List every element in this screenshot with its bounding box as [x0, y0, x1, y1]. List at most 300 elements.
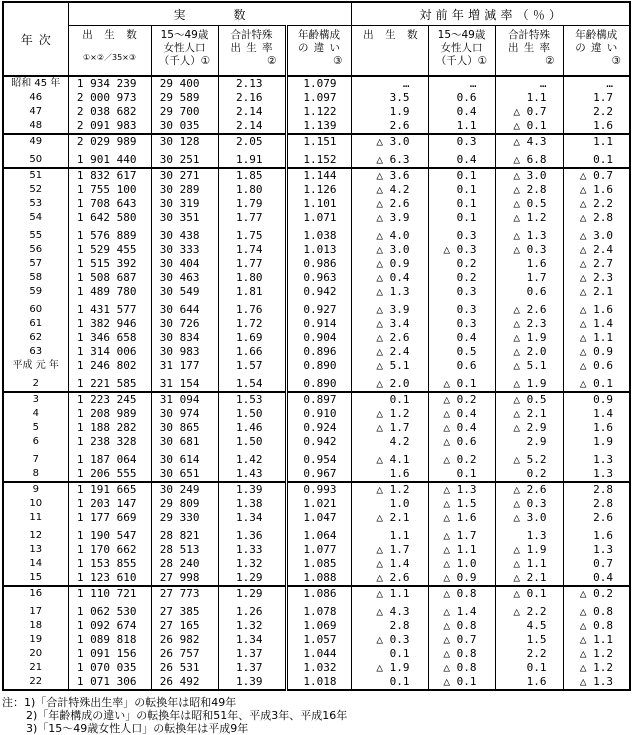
table-row	[3, 317, 630, 331]
value-cell: 0.967	[286, 467, 351, 482]
value-cell: 0.890	[286, 359, 351, 373]
value-cell: 1.76	[218, 303, 286, 317]
value-cell: 1.071	[286, 211, 351, 225]
value-cell: 2.8	[563, 482, 630, 497]
value-cell: 1.032	[286, 661, 351, 675]
value-cell: 1.064	[286, 529, 351, 543]
value-cell: 2.14	[218, 105, 286, 119]
value-cell: △ 2.1	[495, 571, 563, 586]
value-cell: 1.77	[218, 211, 286, 225]
value-cell: △ 1.4	[351, 557, 428, 571]
footnote-1	[2, 696, 639, 709]
value-cell: △ 0.4	[351, 271, 428, 285]
value-cell: 1.39	[218, 675, 286, 690]
value-cell: 2.16	[218, 91, 286, 105]
value-cell: △ 3.6	[351, 168, 428, 183]
value-cell: 30 438	[151, 229, 218, 243]
value-cell: 1.079	[286, 76, 351, 91]
value-cell: △ 2.2	[563, 197, 630, 211]
year-cell: 2	[3, 377, 68, 392]
value-cell: 31 154	[151, 377, 218, 392]
table-row	[3, 153, 630, 168]
value-cell: 0.6	[428, 91, 495, 105]
value-cell: △ 0.1	[495, 586, 563, 601]
value-cell: 2.9	[495, 435, 563, 449]
value-cell: △ 0.8	[428, 619, 495, 633]
year-cell: 50	[3, 153, 68, 168]
value-cell: △ 1.5	[428, 497, 495, 511]
tfr-circled-number: ②	[267, 55, 277, 67]
value-cell: 0.1	[428, 211, 495, 225]
value-cell: △ 0.3	[428, 243, 495, 257]
value-cell: △ 4.3	[495, 134, 563, 149]
value-cell: …	[495, 76, 563, 91]
table-row	[3, 482, 630, 497]
value-cell: 0.2	[428, 271, 495, 285]
value-cell: △ 1.9	[351, 661, 428, 675]
value-cell: 1.018	[286, 675, 351, 690]
age-circled-number: ③	[333, 55, 343, 67]
value-cell: 1.50	[218, 407, 286, 421]
value-cell: 1 123 610	[68, 571, 151, 586]
value-cell: △ 1.2	[495, 211, 563, 225]
value-cell: 1.37	[218, 647, 286, 661]
header-age-composition-change	[563, 26, 630, 77]
footnote-label: 注：	[2, 696, 24, 709]
value-cell: 30 404	[151, 257, 218, 271]
value-cell: △ 0.3	[351, 633, 428, 647]
value-cell: 1.077	[286, 543, 351, 557]
value-cell: 2.8	[563, 497, 630, 511]
header-births-actual	[68, 26, 151, 77]
value-cell: △ 2.6	[495, 482, 563, 497]
value-cell: 1.34	[218, 633, 286, 647]
value-cell: 0.3	[428, 303, 495, 317]
value-cell: 1 934 239	[68, 76, 151, 91]
value-cell: △ 0.6	[563, 359, 630, 373]
value-cell: 31 094	[151, 392, 218, 407]
value-cell: 30 651	[151, 467, 218, 482]
value-cell: 26 757	[151, 647, 218, 661]
value-cell: 0.5	[428, 345, 495, 359]
value-cell: 1 489 780	[68, 285, 151, 299]
table-row	[3, 331, 630, 345]
value-cell: 1.79	[218, 197, 286, 211]
value-cell: 1.32	[218, 619, 286, 633]
value-cell: 2 091 983	[68, 119, 151, 134]
value-cell: 0.4	[428, 153, 495, 168]
value-cell: 1.3	[495, 529, 563, 543]
value-cell: 1 576 889	[68, 229, 151, 243]
year-cell: 57	[3, 257, 68, 271]
value-cell: △ 2.9	[495, 421, 563, 435]
value-cell: △ 2.0	[351, 377, 428, 392]
value-cell: 1 191 665	[68, 482, 151, 497]
value-cell: 0.1	[428, 168, 495, 183]
value-cell: 30 983	[151, 345, 218, 359]
value-cell: 0.986	[286, 257, 351, 271]
pop-label-line3: （千人）①	[158, 55, 211, 67]
value-cell: △ 5.2	[495, 453, 563, 467]
value-cell: △ 1.1	[563, 331, 630, 345]
value-cell: 1.085	[286, 557, 351, 571]
value-cell: △ 3.0	[351, 243, 428, 257]
value-cell: 0.1	[563, 153, 630, 168]
table-row	[3, 511, 630, 525]
value-cell: 27 998	[151, 571, 218, 586]
value-cell: 1.29	[218, 586, 286, 601]
value-cell: 0.4	[428, 105, 495, 119]
value-cell: 1.7	[563, 91, 630, 105]
age-change-line1: 年齢構成	[575, 29, 618, 41]
birth-statistics-table	[2, 1, 631, 691]
value-cell: 1.6	[495, 675, 563, 690]
value-cell: △ 0.7	[563, 168, 630, 183]
year-cell: 13	[3, 543, 68, 557]
table-row	[3, 435, 630, 449]
year-cell: 60	[3, 303, 68, 317]
year-cell: 16	[3, 586, 68, 601]
year-cell: 7	[3, 453, 68, 467]
value-cell: 0.3	[428, 229, 495, 243]
value-cell: 1 071 306	[68, 675, 151, 690]
value-cell: △ 1.3	[351, 285, 428, 299]
table-row	[3, 211, 630, 225]
value-cell: 1.32	[218, 557, 286, 571]
year-cell: 8	[3, 467, 68, 482]
value-cell: △ 0.9	[563, 345, 630, 359]
value-cell: 0.927	[286, 303, 351, 317]
pop-change-line2: 女性人口	[440, 42, 483, 54]
births-change-label: 出生数	[363, 29, 430, 41]
value-cell: 0.3	[428, 285, 495, 299]
value-cell: 0.6	[495, 285, 563, 299]
tfr-label-line1: 合計特殊	[230, 29, 273, 41]
value-cell: 30 289	[151, 183, 218, 197]
value-cell: 1 238 328	[68, 435, 151, 449]
value-cell: 1 221 585	[68, 377, 151, 392]
value-cell: 0.954	[286, 453, 351, 467]
value-cell: 1.152	[286, 153, 351, 168]
value-cell: △ 4.1	[351, 453, 428, 467]
value-cell: △ 0.8	[428, 586, 495, 601]
value-cell: 1.1	[495, 91, 563, 105]
value-cell: △ 3.0	[495, 168, 563, 183]
value-cell: 1.144	[286, 168, 351, 183]
pop-label-line2: 女性人口	[163, 42, 206, 54]
table-row	[3, 543, 630, 557]
value-cell: △ 0.4	[428, 407, 495, 421]
value-cell: △ 6.3	[351, 153, 428, 168]
value-cell: 1 901 440	[68, 153, 151, 168]
value-cell: △ 1.2	[351, 482, 428, 497]
value-cell: 30 271	[151, 168, 218, 183]
value-cell: 0.6	[428, 359, 495, 373]
value-cell: 26 531	[151, 661, 218, 675]
value-cell: 1.38	[218, 497, 286, 511]
value-cell: 1 188 282	[68, 421, 151, 435]
value-cell: △ 4.3	[351, 605, 428, 619]
value-cell: 30 834	[151, 331, 218, 345]
header-births-change	[351, 26, 428, 77]
value-cell: 1.42	[218, 453, 286, 467]
value-cell: △ 1.2	[563, 661, 630, 675]
value-cell: 1 223 245	[68, 392, 151, 407]
value-cell: △ 0.5	[495, 392, 563, 407]
value-cell: 1.088	[286, 571, 351, 586]
value-cell: 0.896	[286, 345, 351, 359]
year-cell: 6	[3, 435, 68, 449]
year-cell: 9	[3, 482, 68, 497]
value-cell: △ 2.4	[563, 243, 630, 257]
value-cell: 2.2	[563, 105, 630, 119]
year-cell: 12	[3, 529, 68, 543]
value-cell: 1.46	[218, 421, 286, 435]
value-cell: △ 0.4	[428, 421, 495, 435]
value-cell: △ 0.8	[563, 605, 630, 619]
pop-label-line1: 15～49歳	[160, 29, 209, 41]
table-row	[3, 586, 630, 601]
value-cell: △ 1.6	[563, 303, 630, 317]
table-row	[3, 119, 630, 134]
value-cell: 1 206 555	[68, 467, 151, 482]
value-cell: △ 2.1	[563, 285, 630, 299]
actual-numbers-group-header: 実数	[68, 2, 351, 26]
value-cell: 1.6	[495, 257, 563, 271]
year-cell: 61	[3, 317, 68, 331]
value-cell: 2 000 973	[68, 91, 151, 105]
value-cell: 2.05	[218, 134, 286, 149]
value-cell: 1.72	[218, 317, 286, 331]
value-cell: 30 549	[151, 285, 218, 299]
value-cell: △ 2.4	[351, 345, 428, 359]
value-cell: 1 314 006	[68, 345, 151, 359]
value-cell: △ 1.4	[428, 605, 495, 619]
table-row	[3, 183, 630, 197]
value-cell: 1.3	[563, 467, 630, 482]
value-cell: 0.942	[286, 285, 351, 299]
value-cell: 1.038	[286, 229, 351, 243]
value-cell: △ 0.7	[495, 105, 563, 119]
year-cell: 63	[3, 345, 68, 359]
value-cell: △ 1.7	[351, 543, 428, 557]
value-cell: 1 346 658	[68, 331, 151, 345]
value-cell: 30 035	[151, 119, 218, 134]
value-cell: 1.013	[286, 243, 351, 257]
value-cell: 1.7	[495, 271, 563, 285]
value-cell: 1.5	[495, 633, 563, 647]
tfr-label-line2: 出生率	[230, 42, 278, 54]
value-cell: 1.69	[218, 331, 286, 345]
value-cell: 1.044	[286, 647, 351, 661]
value-cell: 1.6	[563, 421, 630, 435]
header-female-pop-change	[428, 26, 495, 77]
value-cell: 2.13	[218, 76, 286, 91]
year-cell: 62	[3, 331, 68, 345]
value-cell: 1.9	[351, 105, 428, 119]
footnote-3-text: 3)「15～49歳女性人口」の転換年は平成9年	[26, 722, 249, 735]
births-formula: ①×②／35×③	[82, 53, 137, 62]
value-cell: 0.897	[286, 392, 351, 407]
value-cell: △ 3.0	[563, 229, 630, 243]
value-cell: 30 974	[151, 407, 218, 421]
value-cell: △ 2.8	[563, 211, 630, 225]
value-cell: 1.1	[563, 134, 630, 149]
table-row	[3, 497, 630, 511]
table-row	[3, 453, 630, 467]
value-cell: △ 0.1	[428, 675, 495, 690]
year-cell: 平成 元 年	[3, 359, 68, 373]
value-cell: 1 529 455	[68, 243, 151, 257]
value-cell: 28 240	[151, 557, 218, 571]
value-cell: 1 246 802	[68, 359, 151, 373]
value-cell: 0.924	[286, 421, 351, 435]
table-row	[3, 377, 630, 392]
value-cell: 1.151	[286, 134, 351, 149]
value-cell: 27 385	[151, 605, 218, 619]
value-cell: △ 1.6	[428, 511, 495, 525]
age-label-line1: 年齢構成	[298, 29, 340, 41]
value-cell: 1 187 064	[68, 453, 151, 467]
value-cell: △ 3.0	[495, 511, 563, 525]
value-cell: 29 809	[151, 497, 218, 511]
value-cell: △ 1.2	[351, 407, 428, 421]
value-cell: 30 614	[151, 453, 218, 467]
value-cell: 1.126	[286, 183, 351, 197]
table-row	[3, 257, 630, 271]
value-cell: 1.80	[218, 271, 286, 285]
value-cell: △ 1.1	[563, 633, 630, 647]
table-row	[3, 345, 630, 359]
year-cell: 21	[3, 661, 68, 675]
value-cell: △ 0.2	[428, 453, 495, 467]
value-cell: 0.1	[351, 392, 428, 407]
table-row	[3, 105, 630, 119]
value-cell: 30 319	[151, 197, 218, 211]
value-cell: 0.963	[286, 271, 351, 285]
value-cell: 2 038 682	[68, 105, 151, 119]
year-cell: 52	[3, 183, 68, 197]
value-cell: △ 4.2	[351, 183, 428, 197]
value-cell: 0.1	[495, 661, 563, 675]
value-cell: △ 1.7	[428, 529, 495, 543]
value-cell: 1.91	[218, 153, 286, 168]
value-cell: 0.4	[563, 571, 630, 586]
value-cell: △ 1.9	[495, 331, 563, 345]
value-cell: 1 110 721	[68, 586, 151, 601]
table-row	[3, 392, 630, 407]
year-cell: 昭和 45 年	[3, 76, 68, 91]
tfr-change-line1: 合計特殊	[508, 29, 551, 41]
value-cell: 2 029 989	[68, 134, 151, 149]
footnote-3	[26, 722, 639, 735]
value-cell: △ 1.1	[428, 543, 495, 557]
value-cell: △ 2.8	[495, 183, 563, 197]
value-cell: 1 092 674	[68, 619, 151, 633]
year-cell: 17	[3, 605, 68, 619]
tfr-change-circled-number: ②	[545, 55, 555, 67]
age-change-circled-number: ③	[611, 55, 622, 67]
value-cell: 1 642 580	[68, 211, 151, 225]
value-cell: △ 2.3	[495, 317, 563, 331]
value-cell: 30 251	[151, 153, 218, 168]
year-cell: 3	[3, 392, 68, 407]
pop-change-line1: 15～49歳	[437, 29, 486, 41]
value-cell: △ 1.9	[495, 543, 563, 557]
value-cell: △ 1.3	[495, 229, 563, 243]
value-cell: △ 0.9	[351, 257, 428, 271]
value-cell: 1.80	[218, 183, 286, 197]
births-label: 出生数	[82, 29, 149, 41]
value-cell: 1 070 035	[68, 661, 151, 675]
value-cell: △ 2.2	[495, 605, 563, 619]
value-cell: 1.122	[286, 105, 351, 119]
value-cell: △ 1.0	[428, 557, 495, 571]
header-tfr-actual	[218, 26, 286, 77]
value-cell: 2.6	[351, 119, 428, 134]
value-cell: 2.2	[495, 647, 563, 661]
table-row	[3, 134, 630, 149]
value-cell: △ 2.6	[351, 197, 428, 211]
value-cell: △ 2.1	[495, 407, 563, 421]
value-cell: △ 2.1	[351, 511, 428, 525]
value-cell: 1.66	[218, 345, 286, 359]
table-row	[3, 229, 630, 243]
value-cell: 1 208 989	[68, 407, 151, 421]
year-cell: 20	[3, 647, 68, 661]
value-cell: …	[428, 76, 495, 91]
table-row	[3, 271, 630, 285]
value-cell: △ 0.5	[495, 197, 563, 211]
value-cell: △ 0.6	[428, 435, 495, 449]
value-cell: 1 177 669	[68, 511, 151, 525]
value-cell: 1.1	[428, 119, 495, 134]
table-row	[3, 675, 630, 690]
value-cell: 1.53	[218, 392, 286, 407]
value-cell: △ 3.0	[351, 134, 428, 149]
value-cell: 26 492	[151, 675, 218, 690]
value-cell: 1 203 147	[68, 497, 151, 511]
value-cell: △ 2.6	[351, 331, 428, 345]
value-cell: △ 6.8	[495, 153, 563, 168]
value-cell: 30 249	[151, 482, 218, 497]
value-cell: 0.3	[428, 134, 495, 149]
value-cell: 29 330	[151, 511, 218, 525]
year-cell: 47	[3, 105, 68, 119]
table-row	[3, 407, 630, 421]
value-cell: 1.39	[218, 482, 286, 497]
year-cell: 46	[3, 91, 68, 105]
value-cell: 0.1	[428, 183, 495, 197]
value-cell: 28 513	[151, 543, 218, 557]
table-row	[3, 303, 630, 317]
value-cell: △ 2.6	[495, 303, 563, 317]
value-cell: △ 4.0	[351, 229, 428, 243]
table-row	[3, 605, 630, 619]
value-cell: 1.37	[218, 661, 286, 675]
value-cell: △ 0.2	[563, 586, 630, 601]
value-cell: 1 755 100	[68, 183, 151, 197]
value-cell: 1.33	[218, 543, 286, 557]
value-cell: △ 3.9	[351, 303, 428, 317]
value-cell: 1.50	[218, 435, 286, 449]
year-cell: 49	[3, 134, 68, 149]
value-cell: 0.2	[495, 467, 563, 482]
value-cell: 1.3	[563, 453, 630, 467]
value-cell: 30 644	[151, 303, 218, 317]
value-cell: 1.85	[218, 168, 286, 183]
value-cell: 1.9	[563, 435, 630, 449]
